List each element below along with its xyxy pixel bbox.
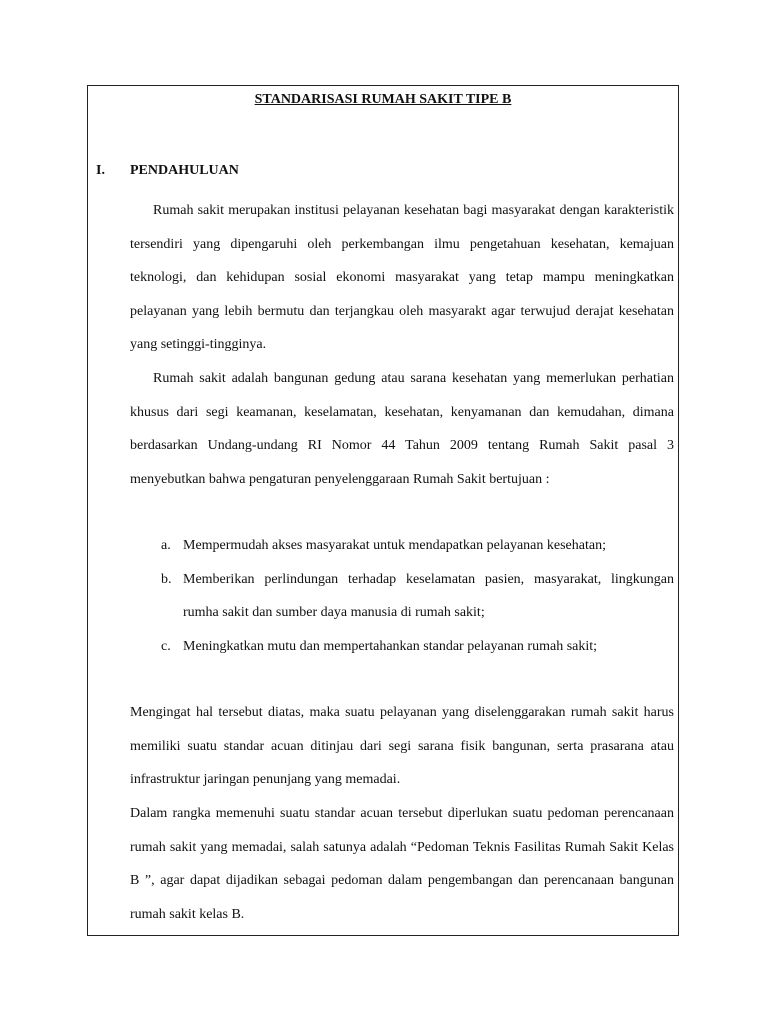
list-item-text: Memberikan perlindungan terhadap keselamatan pasien, masyarakat, lingkungan rumha sakit dan sumber daya manusia di rumah sakit; [183,571,674,620]
intro-paragraph-2: Rumah sakit adalah bangunan gedung atau sarana kesehatan yang memerlukan perhatian khusus dari segi keamanan, keselamatan, kesehatan, kenyamanan dan kemudahan, dimana berdasarkan Undang-undang RI Nomor 44 Tahun 2009 tentang Rumah Sakit pasal 3 menyebutkan bahwa pengaturan penyelenggaraan Rumah Sakit bertujuan : [130,371,674,487]
document-frame [87,85,679,936]
section-number: I. [96,163,105,178]
closing-paragraph-1: Mengingat hal tersebut diatas, maka suatu pelayanan yang diselenggarakan rumah sakit harus memiliki suatu standar acuan ditinjau dari segi sarana fisik bangunan, serta prasarana atau infrastruktur jaringan penunjang yang memadai. [130,705,674,787]
document-title: STANDARISASI RUMAH SAKIT TIPE B [254,92,512,107]
list-item [158,630,674,664]
list-item [158,563,674,630]
intro-paragraph-1: Rumah sakit merupakan institusi pelayanan kesehatan bagi masyarakat dengan karakteristik tersendiri yang dipengaruhi oleh perkembangan ilmu pengetahuan kesehatan, kemajuan teknologi, dan kehidupan sosial ekonomi masyarakat yang tetap mampu meningkatkan pelayanan yang lebih bermutu dan terjangkau oleh masyarakt agar terwujud derajat kesehatan yang setinggi-tingginya. [130,203,674,352]
section-title: PENDAHULUAN [130,163,239,178]
list-marker: c. [161,638,171,654]
objectives-list [158,529,674,663]
closing-paragraph-2: Dalam rangka memenuhi suatu standar acuan tersebut diperlukan suatu pedoman perencanaan rumah sakit yang memadai, salah satunya adalah “Pedoman Teknis Fasilitas Rumah Sakit Kelas B ”, agar dapat dijadikan sebagai pedoman dalam pengembangan dan perencanaan bangunan rumah sakit kelas B. [130,806,674,922]
list-marker: b. [161,571,172,587]
list-item-text: Meningkatkan mutu dan mempertahankan standar pelayanan rumah sakit; [183,638,598,654]
list-item [158,529,674,563]
list-marker: a. [161,538,171,553]
list-item-text: Mempermudah akses masyarakat untuk mendapatkan pelayanan kesehatan; [183,538,606,553]
